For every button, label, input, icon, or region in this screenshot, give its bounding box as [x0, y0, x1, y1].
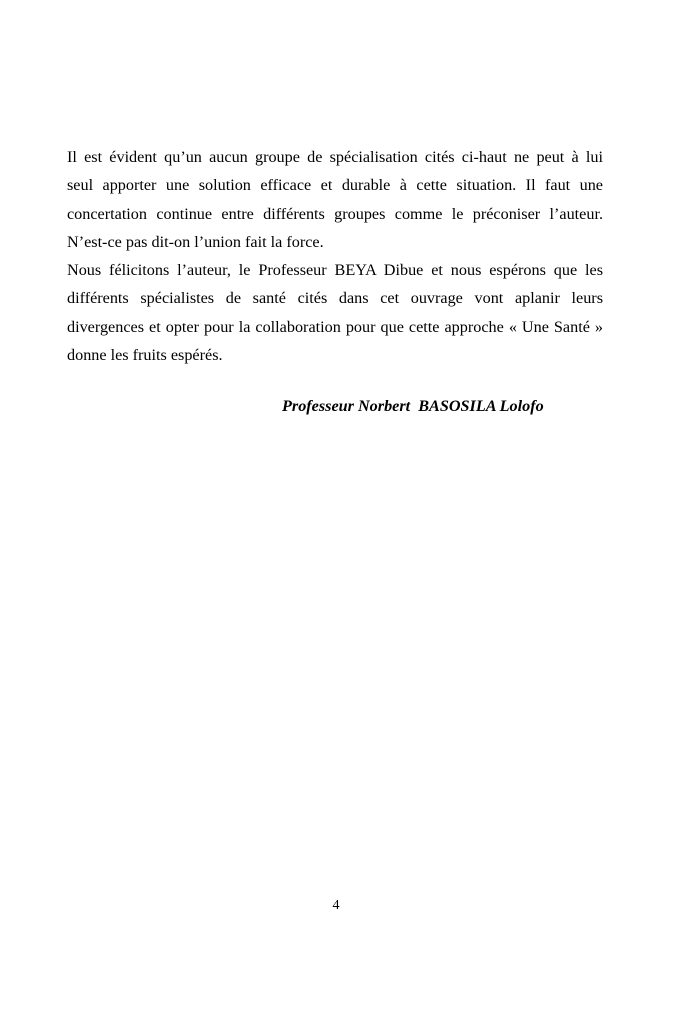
paragraph-line: divergences et opter pour la collaboration pour que cette approche « Une Santé » [67, 317, 603, 336]
paragraph-line: Nous félicitons l’auteur, le Professeur BEYA Dibue et nous espérons que les [67, 261, 603, 280]
paragraph-line: seul apporter une solution efficace et durable à cette situation. Il faut une [67, 176, 603, 195]
page-number: 4 [332, 898, 340, 913]
paragraph-line: concertation continue entre différents groupes comme le préconiser l’auteur. [67, 204, 603, 223]
body-text [67, 143, 603, 369]
paragraph-line: N’est-ce pas dit-on l’union fait la force. [67, 232, 324, 251]
signature: Professeur Norbert BASOSILA Lolofo [282, 397, 544, 415]
paragraph-line: Il est évident qu’un aucun groupe de spécialisation cités ci-haut ne peut à lui [67, 148, 603, 166]
paragraph-line: donne les fruits espérés. [67, 346, 223, 365]
paragraph-line: différents spécialistes de santé cités dans cet ouvrage vont aplanir leurs [67, 289, 603, 308]
